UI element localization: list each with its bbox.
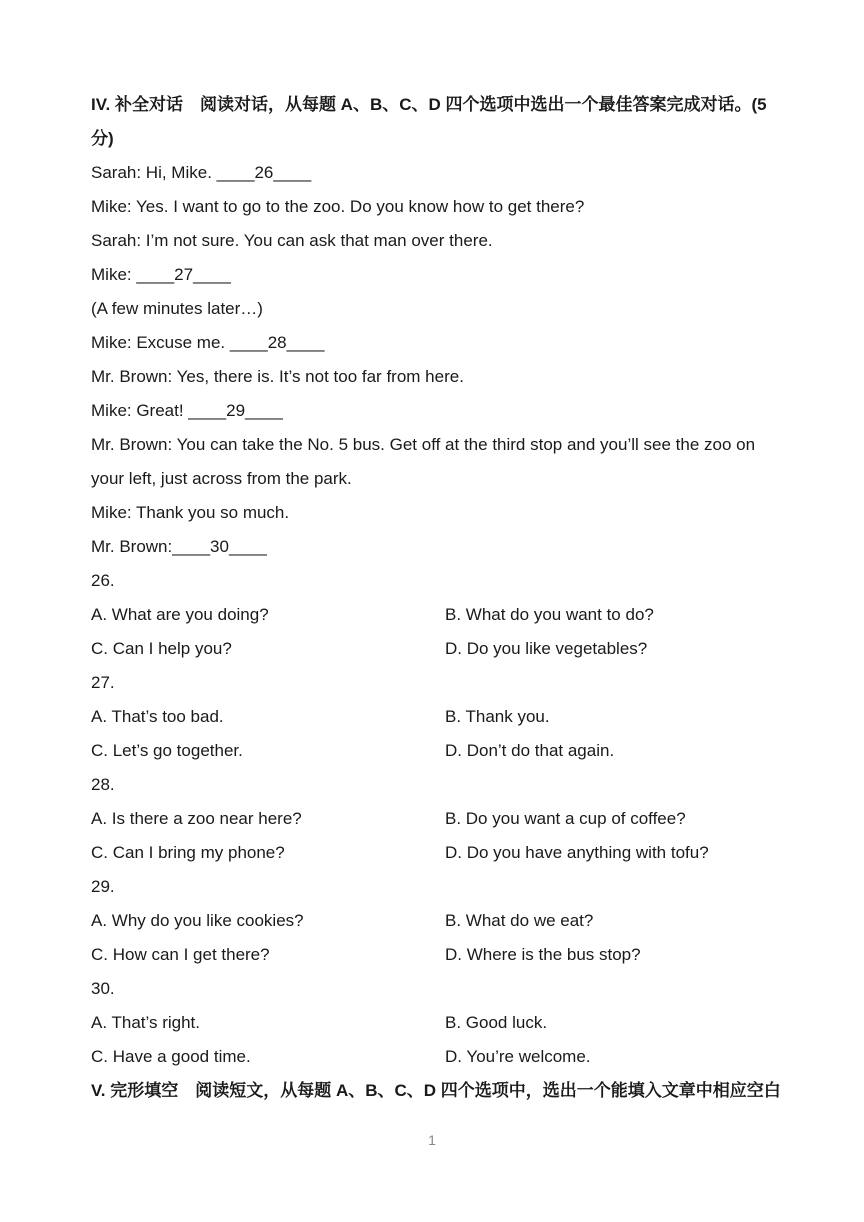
question-26 [91, 564, 781, 666]
dialogue-line: Mike: Great! ____29____ [91, 401, 283, 420]
dialogue-line: Mike: Excuse me. ____28____ [91, 333, 325, 352]
page-number: 1 [428, 1132, 436, 1148]
option-c: C. Can I help you? [91, 639, 232, 658]
question-27 [91, 666, 781, 768]
option-c: C. Can I bring my phone? [91, 843, 285, 862]
option-d: D. Do you like vegetables? [445, 639, 648, 658]
question-number: 26. [91, 571, 115, 590]
question-30 [91, 972, 781, 1074]
option-b: B. Thank you. [445, 707, 550, 726]
dialogue-line: Sarah: Hi, Mike. ____26____ [91, 163, 312, 182]
dialogue-line: Mr. Brown: You can take the No. 5 bus. Get off at the third stop and you’ll see the zoo on your left, just across from the park. [91, 435, 756, 488]
option-a: A. What are you doing? [91, 605, 269, 624]
option-b: B. What do you want to do? [445, 605, 654, 624]
option-b: B. Do you want a cup of coffee? [445, 809, 686, 828]
option-c: C. Let’s go together. [91, 741, 243, 760]
dialogue-line: Mr. Brown: Yes, there is. It’s not too far from here. [91, 367, 464, 386]
page-content [91, 88, 781, 1108]
dialogue-line: Mr. Brown:____30____ [91, 537, 267, 556]
option-c: C. Have a good time. [91, 1047, 251, 1066]
option-b: B. Good luck. [445, 1013, 548, 1032]
option-a: A. Is there a zoo near here? [91, 809, 302, 828]
question-number: 28. [91, 775, 115, 794]
option-c: C. How can I get there? [91, 945, 270, 964]
option-a: A. That’s right. [91, 1013, 200, 1032]
dialogue-line: Mike: Yes. I want to go to the zoo. Do you know how to get there? [91, 197, 585, 216]
question-29 [91, 870, 781, 972]
option-d: D. You’re welcome. [445, 1047, 591, 1066]
option-a: A. That’s too bad. [91, 707, 224, 726]
dialogue-line: Mike: Thank you so much. [91, 503, 290, 522]
dialogue [91, 156, 781, 564]
section-4-heading: IV. 补全对话 阅读对话，从每题 A、B、C、D 四个选项中选出一个最佳答案完成对话。(5 分) [91, 95, 767, 148]
question-number: 27. [91, 673, 115, 692]
question-number: 29. [91, 877, 115, 896]
option-b: B. What do we eat? [445, 911, 594, 930]
dialogue-line: (A few minutes later…) [91, 299, 263, 318]
section-5-heading: V. 完形填空 阅读短文，从每题 A、B、C、D 四个选项中，选出一个能填入文章中相应空白 [91, 1081, 781, 1100]
question-number: 30. [91, 979, 115, 998]
option-a: A. Why do you like cookies? [91, 911, 304, 930]
dialogue-line: Mike: ____27____ [91, 265, 231, 284]
option-d: D. Do you have anything with tofu? [445, 843, 709, 862]
dialogue-line: Sarah: I’m not sure. You can ask that man over there. [91, 231, 493, 250]
question-28 [91, 768, 781, 870]
option-d: D. Where is the bus stop? [445, 945, 641, 964]
option-d: D. Don’t do that again. [445, 741, 615, 760]
